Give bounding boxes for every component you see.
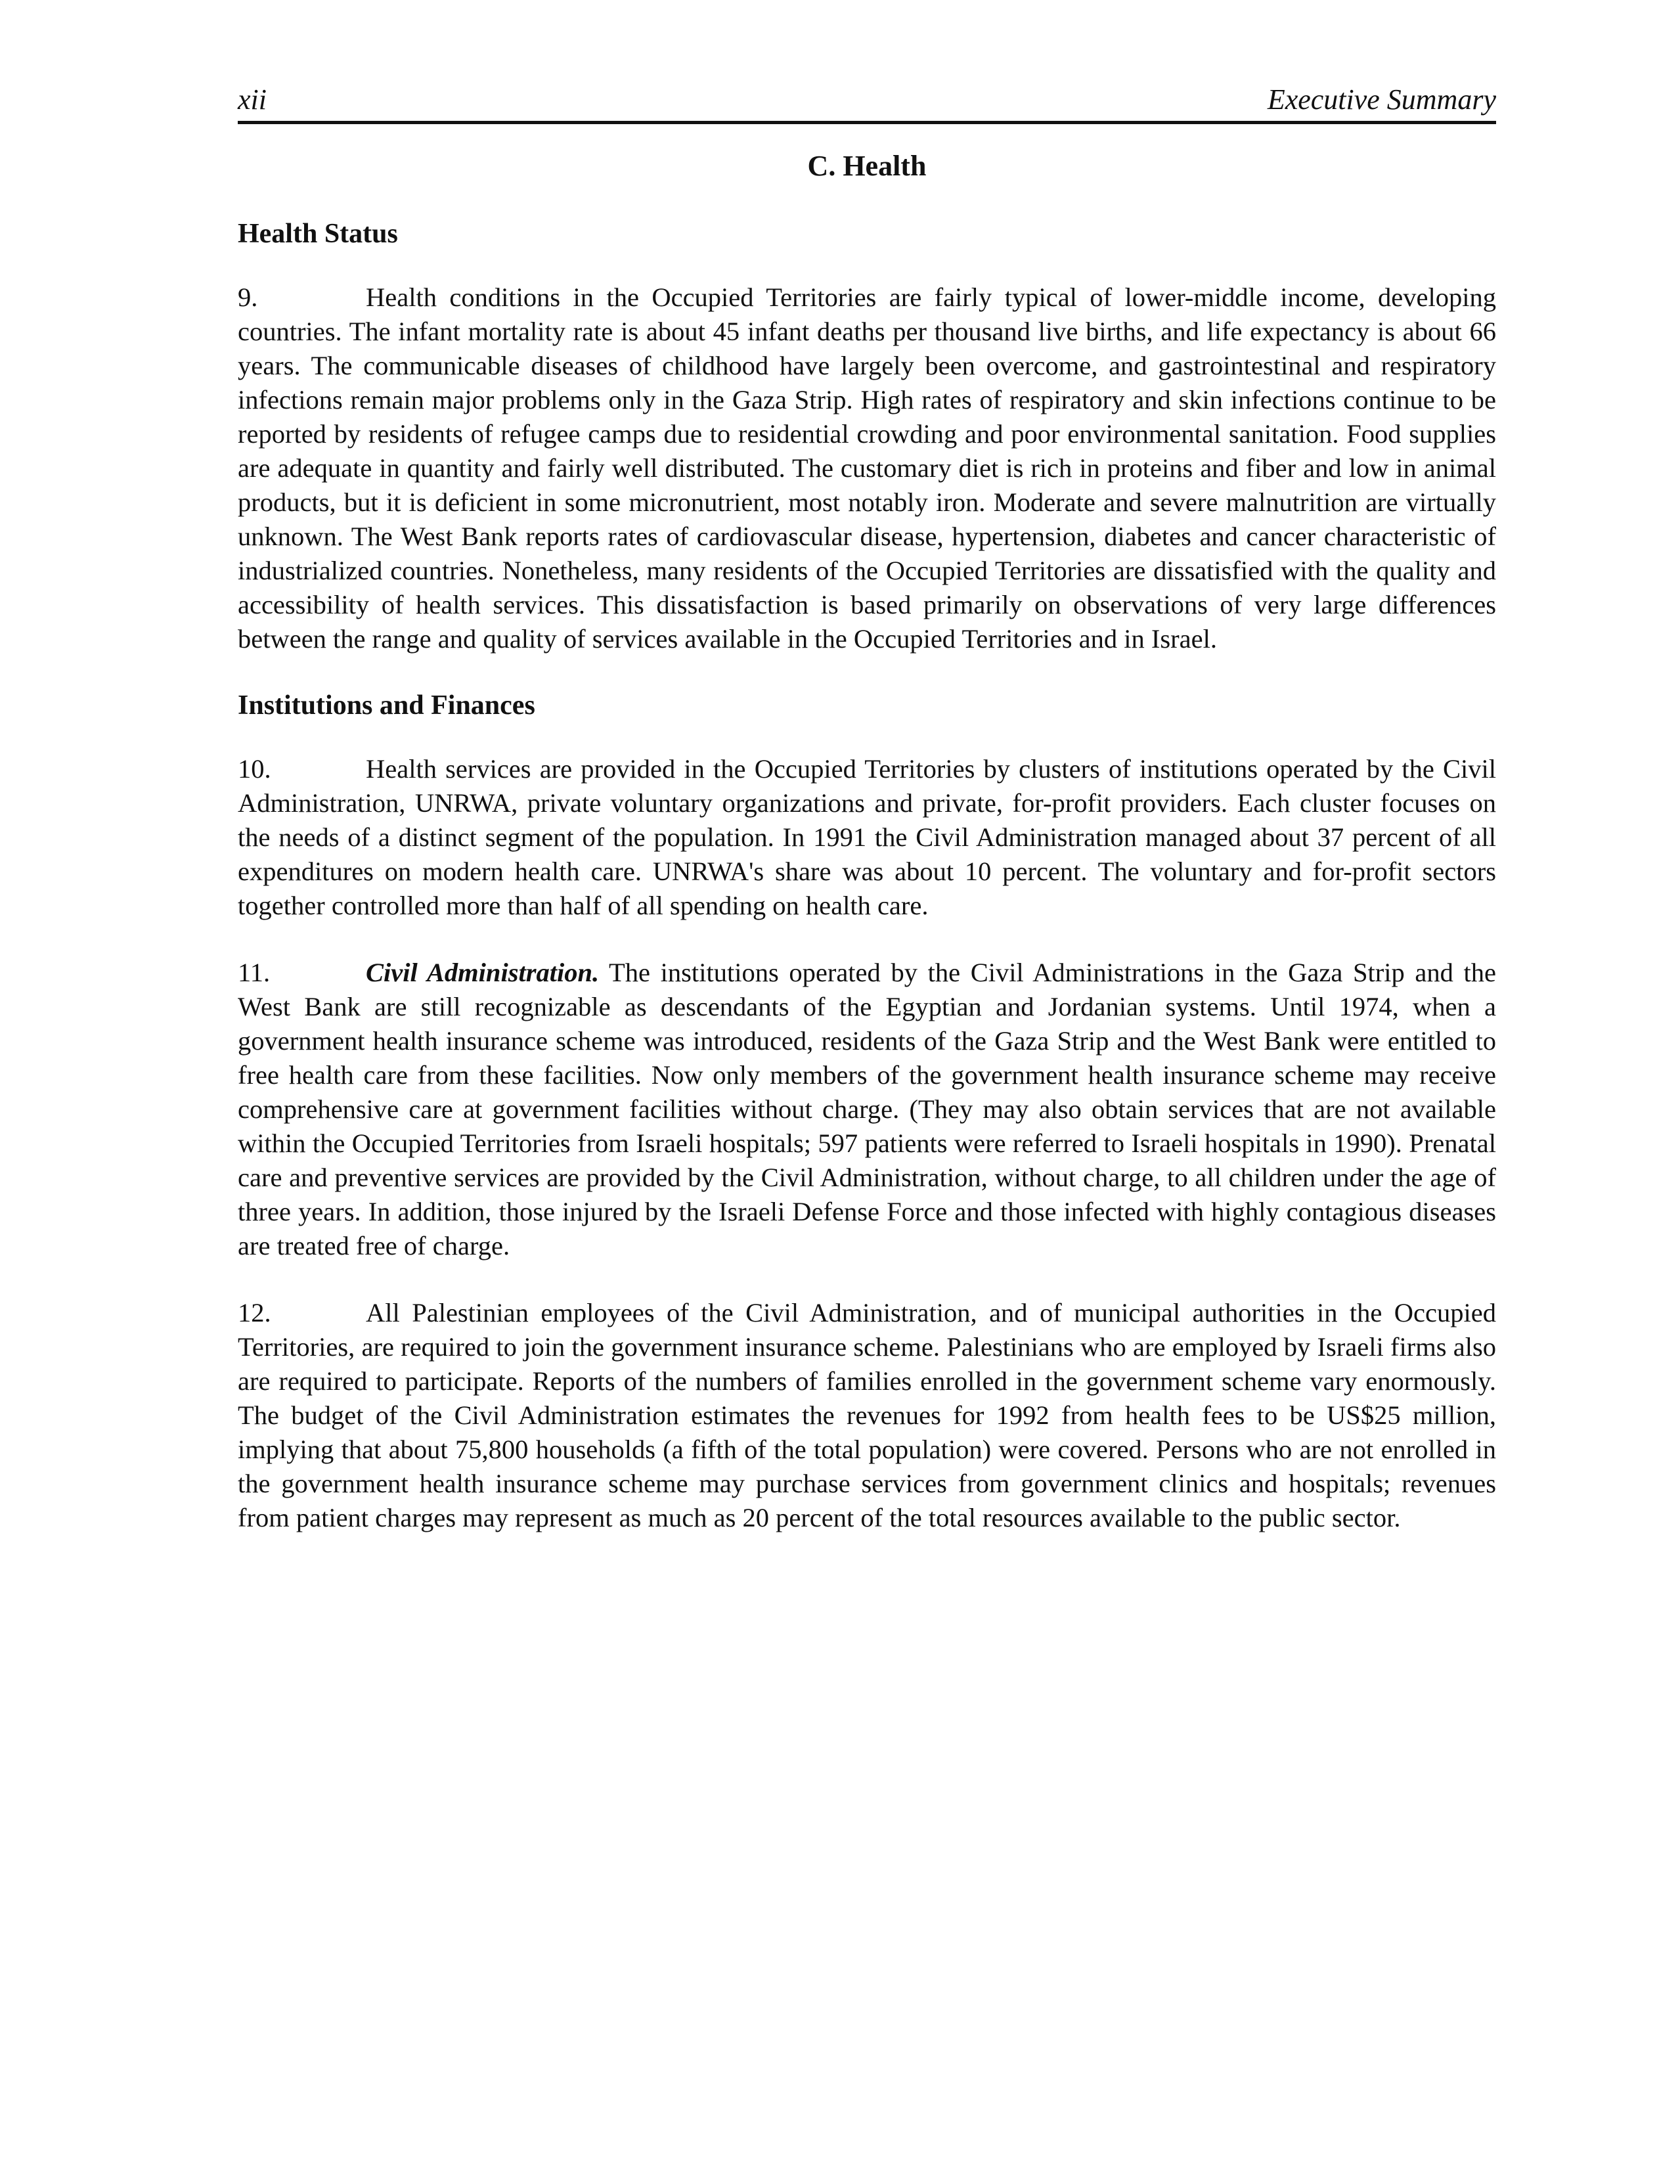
document-page [238,85,1496,1535]
paragraph-text: All Palestinian employees of the Civil Administration, and of municipal authorities in the Occupied Territories, are required to join the government insurance scheme. Palestinians who are employed by Israeli firms also are required to participate. Reports of the numbers of families enrolled in the government scheme vary enormously. The budget of the Civil Administration estimates the revenues for 1992 from health fees to be US$25 million, implying that about 75,800 households (a fifth of the total population) were covered. Persons who are not enrolled in the government health insurance scheme may purchase services from government clinics and hospitals; revenues from patient charges may represent as much as 20 percent of the total resources available to the public sector. [238,1298,1496,1532]
paragraph-12 [238,1296,1496,1535]
paragraph-11 [238,956,1496,1263]
paragraph-number: 12. [238,1298,271,1327]
subsection-heading-institutions-finances: Institutions and Finances [238,690,535,721]
paragraph-lead-in: Civil Administration. [366,958,600,987]
paragraph-number: 9. [238,282,258,312]
paragraph-text: The institutions operated by the Civil Administrations in the Gaza Strip and the West Bank are still recognizable as descendants of the Egyptian and Jordanian systems. Until 1974, when a government health insurance scheme was introduced, residents of the Gaza Strip and the West Bank were entitled to free health care from these facilities. Now only members of the government health insurance scheme may receive comprehensive care at government facilities without charge. (They may also obtain services that are not available within the Occupied Territories from Israeli hospitals; 597 patients were referred to Israeli hospitals in 1990). Prenatal care and preventive services are provided by the Civil Administration, without charge, to all children under the age of three years. In addition, those injured by the Israeli Defense Force and those infected with highly contagious diseases are treated free of charge. [238,958,1496,1260]
paragraph-number: 10. [238,754,271,784]
paragraph-text: Health services are provided in the Occupied Territories by clusters of institutions operated by the Civil Administration, UNRWA, private voluntary organizations and private, for-profit providers. Each cluster focuses on the needs of a distinct segment of the population. In 1991 the Civil Administration managed about 37 percent of all expenditures on modern health care. UNRWA's share was about 10 percent. The voluntary and for-profit sectors together controlled more than half of all spending on health care. [238,754,1496,920]
paragraph-number: 11. [238,958,271,987]
section-title: C. Health [807,150,927,182]
running-header [238,85,1496,124]
paragraph-9 [238,280,1496,656]
subsection-heading-health-status: Health Status [238,219,398,249]
page-number: xii [238,83,267,116]
running-title: Executive Summary [1267,83,1496,116]
paragraph-text: Health conditions in the Occupied Territories are fairly typical of lower-middle income, developing countries. The infant mortality rate is about 45 infant deaths per thousand live births, and life expectancy is about 66 years. The communicable diseases of childhood have largely been overcome, and gastrointestinal and respiratory infections remain major problems only in the Gaza Strip. High rates of respiratory and skin infections continue to be reported by residents of refugee camps due to residential crowding and poor environmental sanitation. Food supplies are adequate in quantity and fairly well distributed. The customary diet is rich in proteins and fiber and low in animal products, but it is deficient in some micronutrient, most notably iron. Moderate and severe malnutrition are virtually unknown. The West Bank reports rates of cardiovascular disease, hypertension, diabetes and cancer characteristic of industrialized countries. Nonetheless, many residents of the Occupied Territories are dissatisfied with the quality and accessibility of health services. This dissatisfaction is based primarily on observations of very large differences between the range and quality of services available in the Occupied Territories and in Israel. [238,282,1496,654]
paragraph-10 [238,752,1496,923]
